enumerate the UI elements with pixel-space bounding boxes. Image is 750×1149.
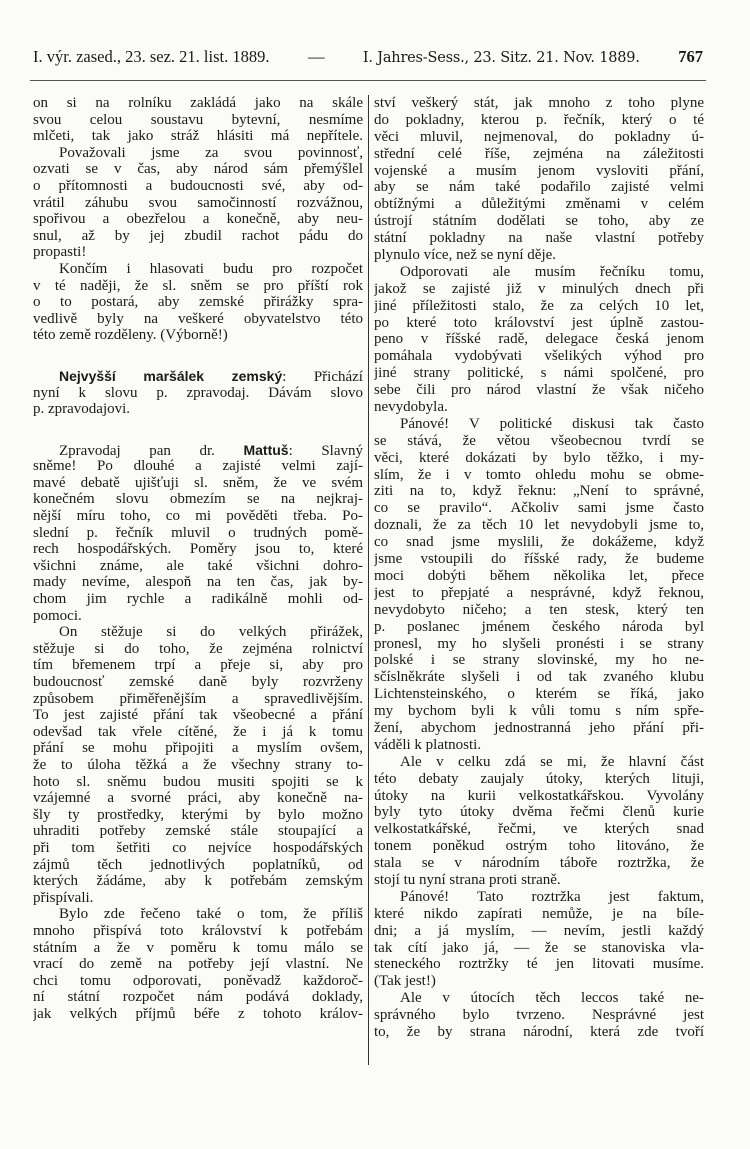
text-line [33,311,363,328]
text-line [374,517,704,534]
text-run: tím břemenem trpí a přeje si, aby pro [33,657,363,674]
text-line [374,652,704,669]
text-line [374,889,704,906]
text-run: On stěžuje si do velkých přirážek, [59,624,363,641]
text-line [33,857,363,874]
text-line [33,574,363,591]
text-line [33,128,363,145]
header-rule [30,80,706,81]
text-line [374,737,704,754]
text-run: do pokladny, kterou p. řečník, který o té [374,111,704,128]
text-run: vedlivě byly na veškeré obyvatelstvo této [33,310,363,327]
text-run: vzájemné a svorné práci, aby konečně na- [33,790,363,807]
text-line [374,264,704,281]
text-run: po které toto království jest úplně zastou- [374,314,704,331]
text-run: této debaty zaujaly útoky, kterých lituji, [374,770,704,787]
text-line [374,146,704,163]
text-line [33,244,363,261]
text-run: To jest zajisté přání tak všeobecné a přání [33,707,363,724]
text-run: vrací do země na potřeby její vlastní. Ne [33,956,363,973]
text-line [33,161,363,178]
text-line [374,872,704,889]
text-line [33,1006,363,1023]
text-run: se stává, že větou všeobecnou tvrdí se [374,432,704,449]
text-line [374,838,704,855]
text-line [374,382,704,399]
text-run: chci tomu odporovati, poněvadž každoroč- [33,972,363,989]
text-line [33,691,363,708]
text-line [33,641,363,658]
text-run: my bychom byli k vůli tomu s ním spře- [374,703,704,720]
text-run: jiné strany politické, s námi spolčené, pro [374,365,704,382]
text-line [374,1007,704,1024]
text-line [33,740,363,757]
text-line [374,416,704,433]
text-run: o to postará, aby zemské přirážky spra- [33,294,363,311]
text-line [374,906,704,923]
text-line [374,281,704,298]
text-line [33,989,363,1006]
text-run: jakož se zajisté již v minulých dnech při [374,280,704,297]
text-run: v té naději, že sl. sněm se pro příští rok [33,277,363,294]
text-run: věci mluvil, nejmenoval, do pokladny ú- [374,128,704,145]
text-run: sněme! Po dlouhé a zajisté velmi zají- [33,458,363,475]
text-line [33,368,363,385]
text-line [33,294,363,311]
text-line [33,458,363,475]
text-run: obtížnými a důležitými změnami v celém [374,196,704,213]
text-line [33,95,363,112]
text-line [33,707,363,724]
text-line [374,585,704,602]
text-run: Považovali jsme za svou povinnosť, [59,144,363,161]
text-run: snul, až by jej zbudil rachot pádu do [33,227,363,244]
text-line [374,500,704,517]
text-run: aby se nám také podařilo zajisté velmi [374,179,704,196]
text-run: Ale v útocích těch leccos také ne- [400,990,704,1007]
text-line [374,923,704,940]
text-line [33,228,363,245]
text-line [33,873,363,890]
text-run: uhraditi potřeby zemské stále stoupající a [33,823,363,840]
text-line [33,508,363,525]
text-run: jiné příležitosti stalo, že za celých 10 let, [374,297,704,314]
text-run: žení, abychom jednostranná jeho přání při- [374,719,704,736]
text-line [33,774,363,791]
text-run: tonem poněkud ostrým toho litováno, že [374,838,704,855]
text-line [33,475,363,492]
text-line [374,855,704,872]
text-line [374,720,704,737]
paragraph-gap [33,418,363,442]
text-line [33,491,363,508]
text-line [374,636,704,653]
text-run: při tom šetřiti co nejvíce hospodářských [33,839,363,856]
text-line [33,923,363,940]
text-line [374,568,704,585]
header-german: I. Jahres-Sess., 23. Sitz. 21. Nov. 1889. [362,50,640,66]
text-line [33,261,363,278]
text-run: váděli k platnosti. [374,736,482,753]
text-run: tak cítí jako já, — že se stanoviska vla- [374,939,704,956]
text-run: přání se mohu připojiti a myslím ovšem, [33,740,363,757]
text-run: Ale v celku zdá se mi, že hlavní část [400,753,704,770]
text-run: pomoci. [33,607,82,624]
text-run: svou celou soustavu bytevní, nesmíme [33,111,363,128]
text-run: Odporovati ale musím řečníku tomu, [400,263,704,280]
text-line [33,525,363,542]
text-line [33,608,363,625]
text-run: peno v říšské radě, delegace česká jenom [374,331,704,348]
text-line [374,315,704,332]
text-run: způsobem přiměřenějším a spravedlivějším. [33,690,363,707]
text-run: sčíslněkráte slyšeli i od tak zvaného klubu [374,669,704,686]
text-run: útoky na kurii velkostatkářskou. Vyvolány [374,787,704,804]
text-line [374,213,704,230]
text-line [374,450,704,467]
text-run: Pánové! Tato roztržka jest faktum, [400,888,704,905]
text-line [374,348,704,365]
text-line [374,551,704,568]
text-run: steneckého roztržky té jen litovati musíme. [374,956,704,973]
text-run: ní státní rozpočet nám podává doklady, [33,989,363,1006]
text-run: nější míru toho, co mi pověděti třeba. Po- [33,508,363,525]
text-run: nevydobyto ničeho; a ten stesk, který ten [374,601,704,618]
text-run: rech hospodářských. Poměry jsou to, které [33,541,363,558]
header-czech: I. výr. zased., 23. sez. 21. list. 1889. [33,47,270,66]
text-run: slední p. řečník mluvil o trudných pomě- [33,524,363,541]
text-line [374,990,704,1007]
text-line [374,973,704,990]
text-line [33,211,363,228]
text-run: p. zpravodajovi. [33,401,131,418]
text-line [374,112,704,129]
text-run: mnoho přispívá toto království k potřebám [33,922,363,939]
text-run: konečném slovu obmezím se na nejkraj- [33,491,363,508]
text-run: ství veškerý stát, jak mnoho z toho plyne [374,95,704,111]
text-line [33,906,363,923]
running-header [33,47,703,69]
text-line [374,686,704,703]
text-run: kterých žádáme, aby k potřebám zemským [33,873,363,890]
text-run: on si na rolníku zakládá jako na skále [33,95,363,111]
text-line [33,674,363,691]
text-line [374,467,704,484]
text-run: co se pravilo“. Ačkoliv sami jsme často [374,500,704,517]
text-run: věci, které dokázati by bylo těžko, i my- [374,449,704,466]
text-line [33,541,363,558]
text-run: pomáhala vydobývati všelikých výhod pro [374,348,704,365]
text-line [374,940,704,957]
text-run: státním a že v poměru k tomu málo se [33,939,363,956]
text-line [374,179,704,196]
text-run: přispívali. [33,889,94,906]
text-line [374,129,704,146]
text-line [33,278,363,295]
paragraph-gap [33,344,363,368]
text-run: stala se v národním táboře roztržka, že [374,855,704,872]
text-run: : Přichází [282,368,363,385]
text-line [374,331,704,348]
text-line [33,624,363,641]
text-run: nevydobyla. [374,399,448,416]
text-run: polské i se strany slovinské, my ho ne- [374,652,704,669]
text-line [374,1024,704,1041]
text-run: velkostatkářské, řečmi, ve kterých snad [374,821,704,838]
text-run: spořivou a obezřelou a konečně, aby neu- [33,211,363,228]
text-run: jak velkých příjmů béře z tohoto králov- [33,1005,363,1022]
text-run: : Slavný [288,442,363,459]
text-run: sebe čili pro národ vlastní že však ničeho [374,382,704,399]
text-line [33,823,363,840]
text-line [374,433,704,450]
text-line [33,807,363,824]
text-run: to, že by strana národní, která zde tvoří [374,1023,704,1040]
text-run: chom jim rychle a radikálně mohli od- [33,591,363,608]
text-line [33,790,363,807]
page-number: 767 [678,47,703,66]
speaker-name: Nejvyšší maršálek zemský [59,367,283,384]
text-run: co snad jsme myslili, že dokážeme, když [374,534,704,551]
right-column [374,95,704,1041]
text-line [33,840,363,857]
text-line [33,657,363,674]
text-line [374,602,704,619]
text-run: slím, že i v tomto ohledu mohu se obme- [374,466,704,483]
header-dash: — [307,47,325,66]
text-run: stěžuje si do toho, že zejména rolnictví [33,640,363,657]
text-line [33,112,363,129]
left-column [33,95,363,1022]
text-line [374,399,704,416]
text-line [33,442,363,459]
text-run: pronesl, my ho slyšeli pronésti i se strany [374,635,704,652]
text-run: že to úloha těžká a že všechny strany to- [33,756,363,773]
text-run: doznali, že za těch 10 let nevydobyli jsme to, [374,517,704,534]
text-line [33,401,363,418]
text-line [374,788,704,805]
text-run: této země rozděleny. (Výborně!) [33,327,228,344]
text-line [374,754,704,771]
text-run: střední celé říše, zejména na záležitosti [374,145,704,162]
text-run: plynulo více, než se nyní děje. [374,247,557,264]
text-run: moci dobýti během několika let, přece [374,567,704,584]
text-run: hoto sl. sněmu budou musiti spojiti se k [33,773,363,790]
text-line [33,558,363,575]
text-run: o přítomnosti a budoucnosti své, aby od- [33,177,363,194]
text-line [33,327,363,344]
text-run: všichni známe, ale také všichni dohro- [33,557,363,574]
text-run: Zpravodaj pan dr. [59,442,244,459]
text-run: dni; a já myslím, — nevím, jestli každý [374,922,704,939]
text-run: mady nevíme, alespoň na ten čas, jak by- [33,574,363,591]
text-line [374,804,704,821]
text-run: propasti! [33,244,87,261]
text-run: nyní k slovu p. zpravodaj. Dávám slovo [33,384,363,401]
text-line [33,956,363,973]
text-line [374,196,704,213]
text-line [374,669,704,686]
text-line [374,365,704,382]
text-run: mlčeti, tak jako stráž hlásiti má nepřítele. [33,128,363,145]
text-line [33,591,363,608]
text-line [33,195,363,212]
text-line [33,385,363,402]
text-run: p. poslanec jménem českého národa byl [374,618,704,635]
text-line [374,771,704,788]
text-run: Bylo zde řečeno také o tom, že příliš [59,906,363,923]
text-run: zájmů těch jednotlivých poplatníků, od [33,856,363,873]
text-run: byly tyto útoky dvěma řečmi členů kurie [374,804,704,821]
text-run: vrátil záhubu svou samočinností rozvážnou, [33,194,363,211]
text-run: Pánové! V politické diskusi tak často [400,415,704,432]
speaker-name: Mattuš [243,441,289,458]
text-run: Lichtensteinského, o kterém se říká, jako [374,686,704,703]
text-run: mavé debatě ujišťuji sl. sněm, že ve svém [33,474,363,491]
text-run: jest to přepjaté a nesprávné, když řeknou, [374,584,704,601]
text-run: ústrojí státním dodělati se toho, aby ze [374,213,704,230]
text-run: které nikdo zapírati nemůže, je na bíle- [374,905,704,922]
text-line [374,163,704,180]
text-run: odevšad tak vřele cítěné, že i já k tomu [33,723,363,740]
text-line [374,956,704,973]
text-run: Končím i hlasovati budu pro rozpočet [59,260,363,277]
text-line [374,483,704,500]
text-line [33,940,363,957]
text-run: správného bylo tvrzeno. Nesprávné jest [374,1007,704,1024]
text-line [374,247,704,264]
text-line [374,703,704,720]
text-run: ozvati se v čas, aby národ sám přemýšlel [33,161,363,178]
text-line [33,757,363,774]
text-run: vojenské a musím jenom vysloviti přání, [374,162,704,179]
text-run: ziti na to, když řeknu: „Není to správné, [374,483,704,500]
text-line [33,724,363,741]
text-run: státní pokladny na naše vlastní potřeby [374,230,704,247]
text-line [374,95,704,112]
text-line [33,145,363,162]
text-run: budoucnosť zemské daně byly rozvrženy [33,674,363,690]
text-line [33,178,363,195]
text-line [33,890,363,907]
text-line [33,973,363,990]
text-run: šly ty prostředky, kterými by bylo možno [33,806,363,823]
text-line [374,821,704,838]
text-run: stojí tu nyní strana proti straně. [374,871,561,888]
text-line [374,298,704,315]
text-run: jsme vstoupili do říšské rady, že budeme [374,551,704,568]
text-run: (Tak jest!) [374,973,436,990]
text-line [374,534,704,551]
text-line [374,619,704,636]
text-line [374,230,704,247]
column-divider [368,95,369,1065]
